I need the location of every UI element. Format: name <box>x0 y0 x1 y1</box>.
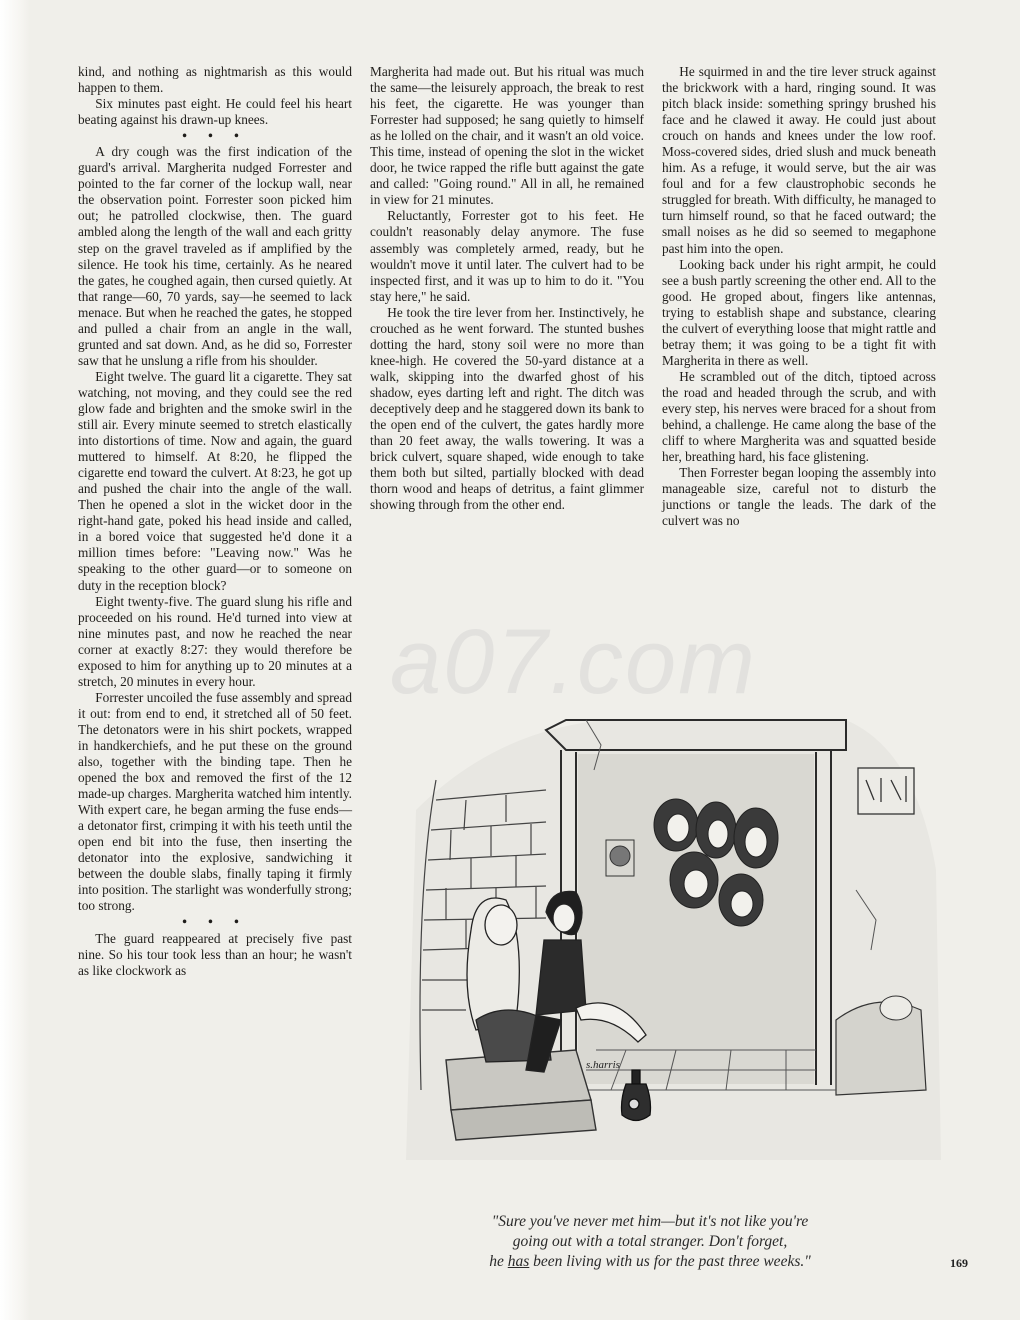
cartoonist-signature: s.harris <box>586 1059 620 1071</box>
caption-text: been living with us for the past three weeks." <box>529 1253 811 1270</box>
caption-line-3 <box>380 1252 920 1272</box>
section-separator: • • • <box>182 914 248 930</box>
paragraph: kind, and nothing as nightmarish as this would happen to them. <box>78 64 352 96</box>
paragraph: Eight twelve. The guard lit a cigarette. They sat watching, not moving, and they could see the red glow fade and brighten and the smoke swirl in the still air. Every minute seemed to stretch elastically into distortions of time. Now and again, the guard muttered to himself. At 8:20, he flipped the cigarette end toward the culvert. At 8:23, he got up and pushed the chair into the angle of the wall. Then he opened a slot in the wicket door in the right-hand gate, poked his head inside and called, in a bored voice that suggested he'd done it a million times before: "Leaving now." Was he speaking to the other guard—or to someone on duty in the reception block? <box>78 368 352 593</box>
paragraph: Looking back under his right armpit, he could see a bush partly screening the other end. All to the good. He groped about, fingers like antennas, trying to establish shape and substance, clearing the culvert of everything loose that might rattle and betray them; it was going to be a tight fit with Margherita in there as well. <box>662 256 936 368</box>
text-column-1 <box>78 64 352 979</box>
page-edge <box>0 0 30 1320</box>
paragraph: Eight twenty-five. The guard slung his rifle and proceeded on his round. He'd turned into view at nine minutes past, and now he reached the near corner at exactly 8:27: they would therefore be exposed to him for anything up to 20 minutes at a stretch, 20 minutes in every hour. <box>78 593 352 689</box>
caption-text: he <box>489 1253 508 1270</box>
paragraph: Six minutes past eight. He could feel his heart beating against his drawn-up knees. <box>78 96 352 128</box>
caption-line-2: going out with a total stranger. Don't forget, <box>512 1233 788 1250</box>
paragraph: A dry cough was the first indication of the guard's arrival. Margherita nudged Forrester and pointed to the far corner of the lockup wall, near the observation point. Forrester soon picked him out; he patrolled clockwise, then. The guard ambled along the length of the wall and each gritty step on the gravel traveled as if amplified by the silence. He took his time, certainly. As he neared the gates, he coughed again, then cursed quietly. At that range—60, 70 yards, say—he seemed to lack menace. But when he reached the gates, he stopped and pulled a chair from an angle in the wall, grunted and sat down. And, as he did so, Forrester saw that he unslung a rifle from his shoulder. <box>78 144 352 368</box>
paragraph: Then Forrester began looping the assembly into manageable size, careful not to disturb the junctions or tangle the leads. The dark of the culvert was no <box>662 465 936 529</box>
caption-emphasis: has <box>507 1253 530 1270</box>
paragraph: He scrambled out of the ditch, tiptoed across the road and headed through the scrub, and with every step, his nerves were braced for a shout from behind, a challenge. He came along the base of the cliff to where Margherita was and squatted beside her, breathing hard, his face glistening. <box>662 368 936 465</box>
paragraph: He took the tire lever from her. Instinctively, he crouched as he went forward. The stunted bushes dotting the hard, stony soil were no more than knee-high. He covered the 50-yard distance at a walk, skipping into the dwarfed ghost of his shadow, eyes darting left and right. The ditch was deceptively deep and he staggered down its bank to the open end of the culvert, the gates hardly more than 20 feet away, the walls towering. It was a brick culvert, square shaped, wide enough to take them both but silted, partially blocked with dead thorn wood and heaps of detritus, a faint glimmer showing through from the other end. <box>370 304 644 513</box>
paragraph: The guard reappeared at precisely five past nine. So his tour took less than an hour; he wasn't as like clockwork as <box>78 930 352 978</box>
text-column-3 <box>662 64 936 529</box>
caption-line-1: "Sure you've never met him—but it's not like you're <box>491 1213 809 1230</box>
paragraph: Margherita had made out. But his ritual was much the same—the leisurely approach, the break to rest his feet, the cigarette. He was younger than Forrester had supposed; he sang quietly to himself as he lolled on the chair, and it wasn't an old voice. This time, instead of opening the slot in the wicket door, he twice rapped the rifle butt against the gate and called: "Going round." All in all, he remained in view for 21 minutes. <box>370 64 644 208</box>
paragraph: He squirmed in and the tire lever struck against the brickwork with a hard, ringing sound. It was pitch black inside: something springy brushed his face and he clawed it away. He could just about crouch on hands and knees under the low roof. Moss-covered sides, dried slush and muck beneath him. As a refuge, it would serve, but the air was foul and for a few claustrophobic seconds he struggled for breath. With difficulty, he managed to turn himself round, so that he faced outward; the small noises as he did so seemed to megaphone past him into the open. <box>662 64 936 256</box>
cartoon-illustration <box>376 690 950 1200</box>
text-column-2 <box>370 64 644 513</box>
page-number: 169 <box>950 1256 968 1270</box>
watermark: a07.com <box>390 611 757 713</box>
section-separator: • • • <box>182 128 248 144</box>
cartoon-caption <box>380 1212 920 1272</box>
paragraph: Reluctantly, Forrester got to his feet. He couldn't reasonably delay anymore. The fuse assembly was completely armed, ready, but he wouldn't move it until later. The culvert had to be inspected first, and it was up to him to do it. "You stay here," he said. <box>370 208 644 304</box>
paragraph: Forrester uncoiled the fuse assembly and spread it out: from end to end, it stretched all of 50 feet. The detonators were in his shirt pockets, wrapped in handkerchiefs, and he put these on the ground also, together with the binding tape. Then he opened the box and removed the first of the 12 made-up charges. Margherita watched him intently. With expert care, he began arming the fuse ends—a detonator first, crimping it with his teeth until the open end bit into the fuse, then inserting the detonator into the explosive, sandwiching it between the double slabs, finally taping it firmly into position. The starlight was wonderfully strong; too strong. <box>78 689 352 914</box>
